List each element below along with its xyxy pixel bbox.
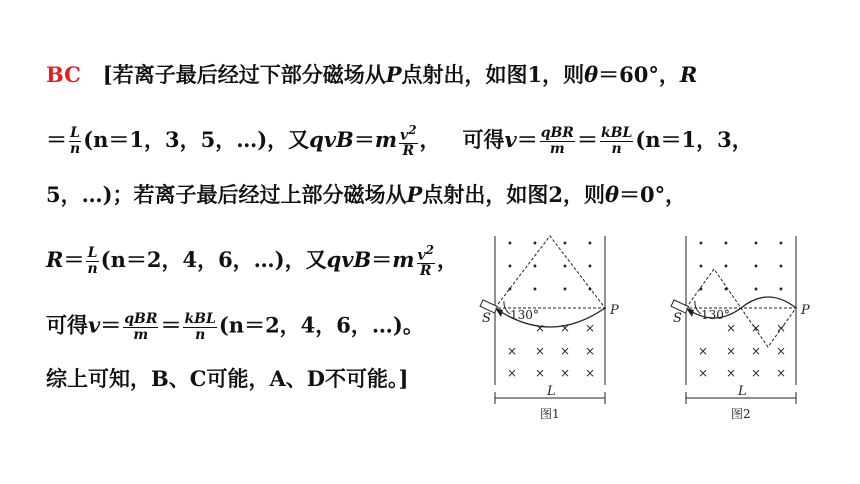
text-segment: 点射出，如图1，则: [401, 62, 585, 87]
field-cross: ×: [506, 366, 518, 380]
frac-num: kBL: [600, 125, 633, 142]
velocity-v: v: [88, 312, 101, 338]
point-P: P: [406, 182, 423, 207]
text-segment: 可得: [46, 312, 88, 338]
field-dot: •: [698, 285, 704, 296]
velocity-v: v: [504, 127, 517, 153]
equals-sign: ＝: [371, 247, 393, 273]
mass-m: m: [374, 127, 398, 153]
field-cross: ×: [775, 321, 787, 335]
text-segment: ，: [419, 127, 441, 153]
n-range-even: (n＝2，4，6，…)。: [218, 312, 424, 338]
field-dot: •: [532, 239, 538, 250]
fraction-v2-over-R: [417, 244, 436, 279]
field-dot: •: [698, 262, 704, 273]
label-P: P: [801, 303, 810, 318]
label-S: S: [482, 311, 491, 326]
text-segment: ＝60°，: [598, 62, 680, 87]
field-dot: •: [723, 239, 729, 250]
field-dot: •: [507, 239, 513, 250]
frac-den: m: [133, 326, 149, 343]
field-dot: •: [778, 239, 784, 250]
text-segment: 又: [288, 127, 310, 153]
lorentz-force: qvB: [326, 247, 372, 273]
field-dot: •: [562, 285, 568, 296]
field-dot: •: [778, 285, 784, 296]
exponent: 2: [408, 123, 417, 137]
field-cross: ×: [725, 366, 737, 380]
text-segment: 5，…)；若离子最后经过上部分磁场从: [46, 182, 407, 207]
equals-sign: ＝: [516, 127, 538, 153]
mass-m: m: [392, 247, 415, 273]
label-L: L: [738, 384, 747, 399]
frac-num: v: [400, 127, 409, 144]
field-cross: ×: [534, 366, 546, 380]
frac-den: m: [549, 141, 565, 158]
field-cross: ×: [750, 366, 762, 380]
figure-1-diagram: [478, 228, 628, 428]
field-cross: ×: [775, 366, 787, 380]
solution-line-4: [46, 244, 458, 279]
frac-den: n: [195, 326, 206, 343]
velocity-arrow-icon: [495, 308, 503, 317]
field-cross: ×: [697, 366, 709, 380]
equals-sign: ＝: [576, 127, 598, 153]
solution-line-5: [46, 312, 424, 342]
figure-caption: 图2: [731, 407, 751, 421]
field-dot: •: [723, 285, 729, 296]
field-dot: •: [723, 262, 729, 273]
field-dot: •: [753, 239, 759, 250]
velocity-arrow-icon: [686, 308, 694, 317]
field-cross: ×: [725, 321, 737, 335]
fraction-kBL-over-n: [183, 312, 216, 342]
equals-sign: ＝: [353, 127, 375, 153]
field-dot: •: [753, 262, 759, 273]
field-cross: ×: [697, 344, 709, 358]
fraction-L-over-n: [69, 126, 81, 156]
n-range-odd: (n＝1，3，5，…)，: [83, 127, 289, 153]
field-dot: •: [587, 239, 593, 250]
text-segment: 点射出，如图2，则: [422, 182, 605, 207]
theta-symbol: θ: [604, 182, 619, 207]
solution-line-3: [46, 184, 686, 205]
frac-num: kBL: [184, 311, 216, 327]
fraction-kBL-over-n: [600, 126, 633, 156]
fraction-qBR-over-m: [123, 312, 158, 342]
field-cross: ×: [725, 344, 737, 358]
radius-R: R: [679, 62, 698, 87]
text-segment: 可得: [462, 127, 505, 153]
solution-line-6: [46, 368, 408, 389]
radius-R: R: [46, 247, 64, 273]
figure-caption: 图1: [540, 407, 560, 421]
field-dot: •: [507, 262, 513, 273]
frac-den: n: [611, 141, 622, 158]
field-dot: •: [562, 239, 568, 250]
solution-line-2: [46, 124, 753, 159]
text-segment: ，: [437, 247, 458, 273]
field-dot: •: [753, 285, 759, 296]
equals-sign: ＝: [100, 312, 122, 338]
angle-label: 130°: [701, 308, 730, 322]
field-cross: ×: [559, 366, 571, 380]
frac-den: R: [419, 263, 432, 280]
frac-den: n: [70, 141, 81, 158]
answer-label: BC: [46, 62, 81, 87]
frac-num: qBR: [124, 311, 158, 327]
angle-label: 130°: [510, 308, 539, 322]
fraction-L-over-n: [86, 246, 98, 276]
frac-den: R: [402, 143, 415, 160]
field-cross: ×: [584, 366, 596, 380]
field-cross: ×: [775, 344, 787, 358]
conclusion-text: 综上可知，B、C可能，A、D不可能。]: [46, 366, 409, 391]
equals-sign: ＝: [63, 247, 85, 273]
figure-2-diagram: [668, 228, 818, 428]
field-dot: •: [587, 285, 593, 296]
text-segment: ＝0°，: [618, 182, 687, 207]
fraction-qBR-over-m: [540, 126, 575, 156]
field-cross: ×: [750, 321, 762, 335]
fraction-v2-over-R: [399, 124, 418, 159]
point-P: P: [385, 62, 402, 87]
frac-num: qBR: [540, 125, 574, 142]
label-S: S: [673, 311, 682, 326]
field-cross: ×: [584, 321, 596, 335]
theta-symbol: θ: [584, 62, 599, 87]
field-cross: ×: [584, 344, 596, 358]
field-cross: ×: [559, 344, 571, 358]
equals-sign: ＝: [46, 127, 67, 153]
label-L: L: [547, 384, 556, 399]
field-dot: •: [562, 262, 568, 273]
frac-num: L: [87, 245, 98, 262]
frac-den: n: [87, 261, 98, 278]
equals-sign: ＝: [160, 312, 182, 338]
frac-num: L: [70, 125, 81, 142]
field-dot: •: [698, 239, 704, 250]
field-cross: ×: [506, 344, 518, 358]
field-dot: •: [507, 285, 513, 296]
label-P: P: [610, 303, 619, 318]
text-segment: [若离子最后经过下部分磁场从: [102, 62, 386, 87]
field-cross: ×: [534, 344, 546, 358]
field-dot: •: [532, 262, 538, 273]
text-segment: 又: [305, 247, 327, 273]
solution-line-1: [46, 64, 697, 85]
field-dot: •: [587, 262, 593, 273]
field-dot: •: [532, 285, 538, 296]
frac-num: v: [417, 247, 426, 264]
field-cross: ×: [559, 321, 571, 335]
exponent: 2: [425, 243, 434, 257]
field-dot: •: [778, 262, 784, 273]
n-range-odd-start: (n＝1，3，: [635, 127, 753, 153]
lorentz-force: qvB: [309, 127, 354, 153]
field-cross: ×: [534, 321, 546, 335]
field-cross: ×: [750, 344, 762, 358]
n-range-even: (n＝2，4，6，…)，: [100, 247, 306, 273]
